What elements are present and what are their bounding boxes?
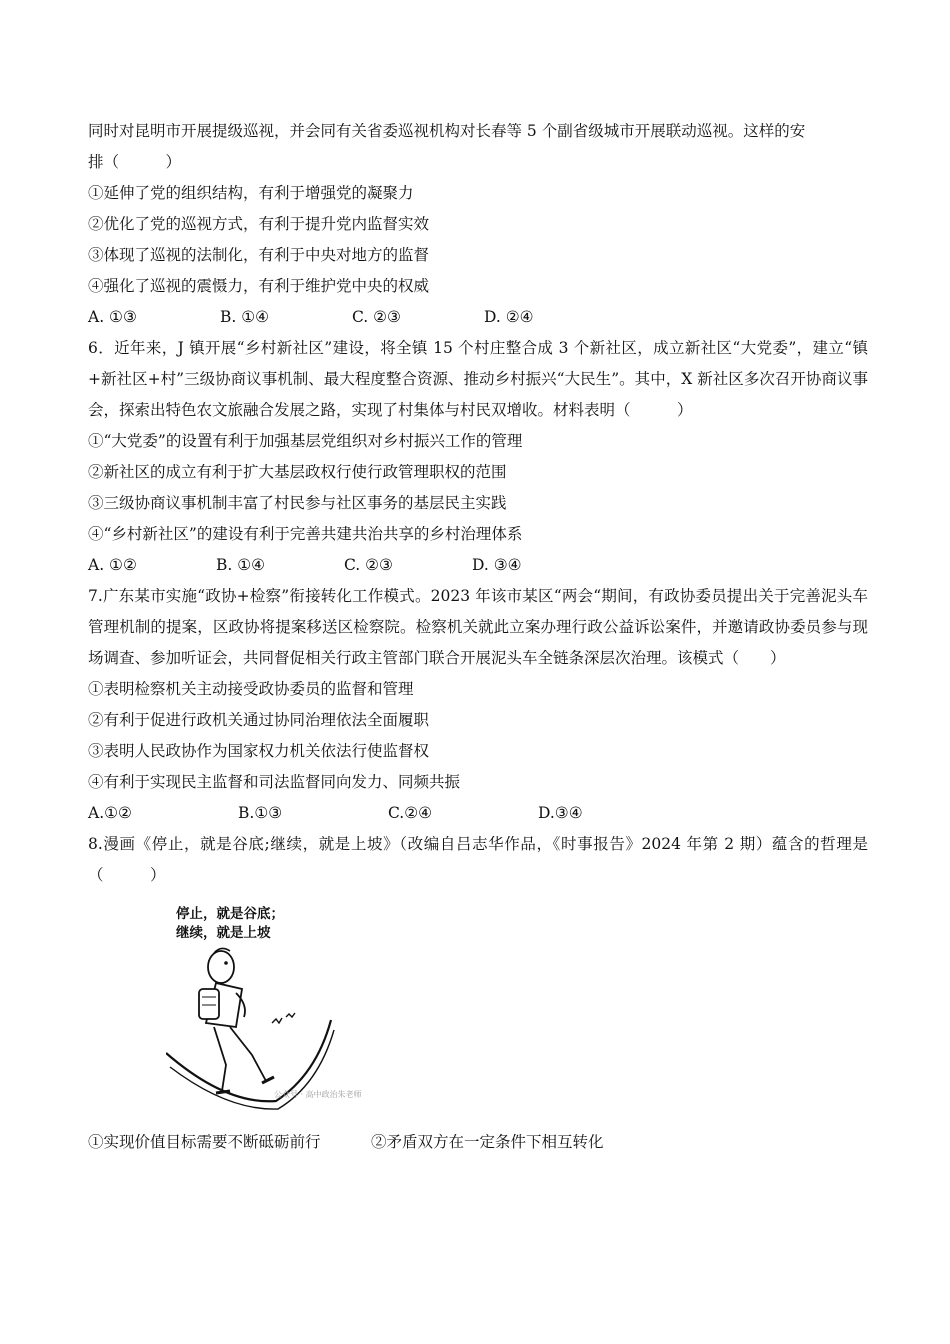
q7-item-1: ①表明检察机关主动接受政协委员的监督和管理 xyxy=(88,680,414,698)
q5-option-d[interactable]: D. ②④ xyxy=(484,308,534,326)
q5-option-a[interactable]: A. ①③ xyxy=(88,308,137,326)
q8-stem: 8.漫画《停止，就是谷底;继续，就是上坡》（改编自吕志华作品，《时事报告》2024 年第 2 期）蕴含的哲理是（ ） xyxy=(88,835,868,884)
q7-stem: 7.广东某市实施“政协+检察”衔接转化工作模式。2023 年该市某区“两会“期间，有政协委员提出关于完善泥头车管理机制的提案，区政协将提案移送区检察院。检察机关就此立案办理行政公益诉讼案件，并邀请政协委员参与现场调查、参加听证会，共同督促相关行政主管部门联合开展泥头车全链条深层次治理。该模式（ ） xyxy=(88,587,868,667)
question-8 xyxy=(88,829,868,1158)
q5-item-1: ①延伸了党的组织结构，有利于增强党的凝聚力 xyxy=(88,184,414,202)
q7-option-c[interactable]: C.②④ xyxy=(388,804,433,822)
q7-item-2: ②有利于促进行政机关通过协同治理依法全面履职 xyxy=(88,711,430,729)
q7-option-a[interactable]: A.①② xyxy=(88,804,132,822)
q5-stem-line1: 同时对昆明市开展提级巡视，并会同有关省委巡视机构对长春等 5 个副省级城市开展联动巡视。这样的安 xyxy=(88,122,806,140)
cartoon-caption xyxy=(176,905,284,943)
cartoon-figure xyxy=(166,905,406,1115)
q8-item-1: ①实现价值目标需要不断砥砺前行 xyxy=(88,1133,321,1151)
q5-option-b[interactable]: B. ①④ xyxy=(220,308,270,326)
question-5 xyxy=(88,116,868,333)
q6-option-c[interactable]: C. ②③ xyxy=(344,556,393,574)
q8-item-2: ②矛盾双方在一定条件下相互转化 xyxy=(371,1133,604,1151)
q6-stem: 6．近年来，J 镇开展“乡村新社区”建设，将全镇 15 个村庄整合成 3 个新社区，成立新社区“大党委”，建立“镇+新社区+村”三级协商议事机制、最大程度整合资源、推动乡村振兴“大民生”。其中，X 新社区多次召开协商议事会，探索出特色农文旅融合发展之路，实现了村集体与村民双增收。材料表明（ ） xyxy=(88,339,868,419)
q6-option-b[interactable]: B. ①④ xyxy=(216,556,266,574)
q6-options xyxy=(88,550,868,581)
exam-page xyxy=(88,116,868,1158)
q6-item-1: ①“大党委”的设置有利于加强基层党组织对乡村振兴工作的管理 xyxy=(88,432,523,450)
q7-item-3: ③表明人民政协作为国家权力机关依法行使监督权 xyxy=(88,742,430,760)
q7-item-4: ④有利于实现民主监督和司法监督同向发力、同频共振 xyxy=(88,773,461,791)
q5-item-2: ②优化了党的巡视方式，有利于提升党内监督实效 xyxy=(88,215,430,233)
cartoon-caption-line1: 停止，就是谷底； xyxy=(176,906,284,922)
q6-item-4: ④“乡村新社区”的建设有利于完善共建共治共享的乡村治理体系 xyxy=(88,525,523,543)
q8-items xyxy=(88,1127,868,1158)
q7-option-b[interactable]: B.①③ xyxy=(238,804,283,822)
q5-option-c[interactable]: C. ②③ xyxy=(352,308,401,326)
q6-item-2: ②新社区的成立有利于扩大基层政权行使行政管理职权的范围 xyxy=(88,463,507,481)
question-6 xyxy=(88,333,868,581)
q5-item-4: ④强化了巡视的震慑力，有利于维护党中央的权威 xyxy=(88,277,430,295)
q6-item-3: ③三级协商议事机制丰富了村民参与社区事务的基层民主实践 xyxy=(88,494,507,512)
q5-item-3: ③体现了巡视的法制化，有利于中央对地方的监督 xyxy=(88,246,430,264)
q7-option-d[interactable]: D.③④ xyxy=(538,804,583,822)
q7-options xyxy=(88,798,868,829)
watermark-text: 公众号 · 高中政治朱老师 xyxy=(274,1090,362,1099)
q6-option-d[interactable]: D. ③④ xyxy=(472,556,522,574)
q5-options xyxy=(88,302,868,333)
q5-stem-line2: 排（ ） xyxy=(88,153,182,171)
question-7 xyxy=(88,581,868,829)
q6-option-a[interactable]: A. ①② xyxy=(88,556,137,574)
cartoon-caption-line2: 继续，就是上坡 xyxy=(176,925,271,941)
